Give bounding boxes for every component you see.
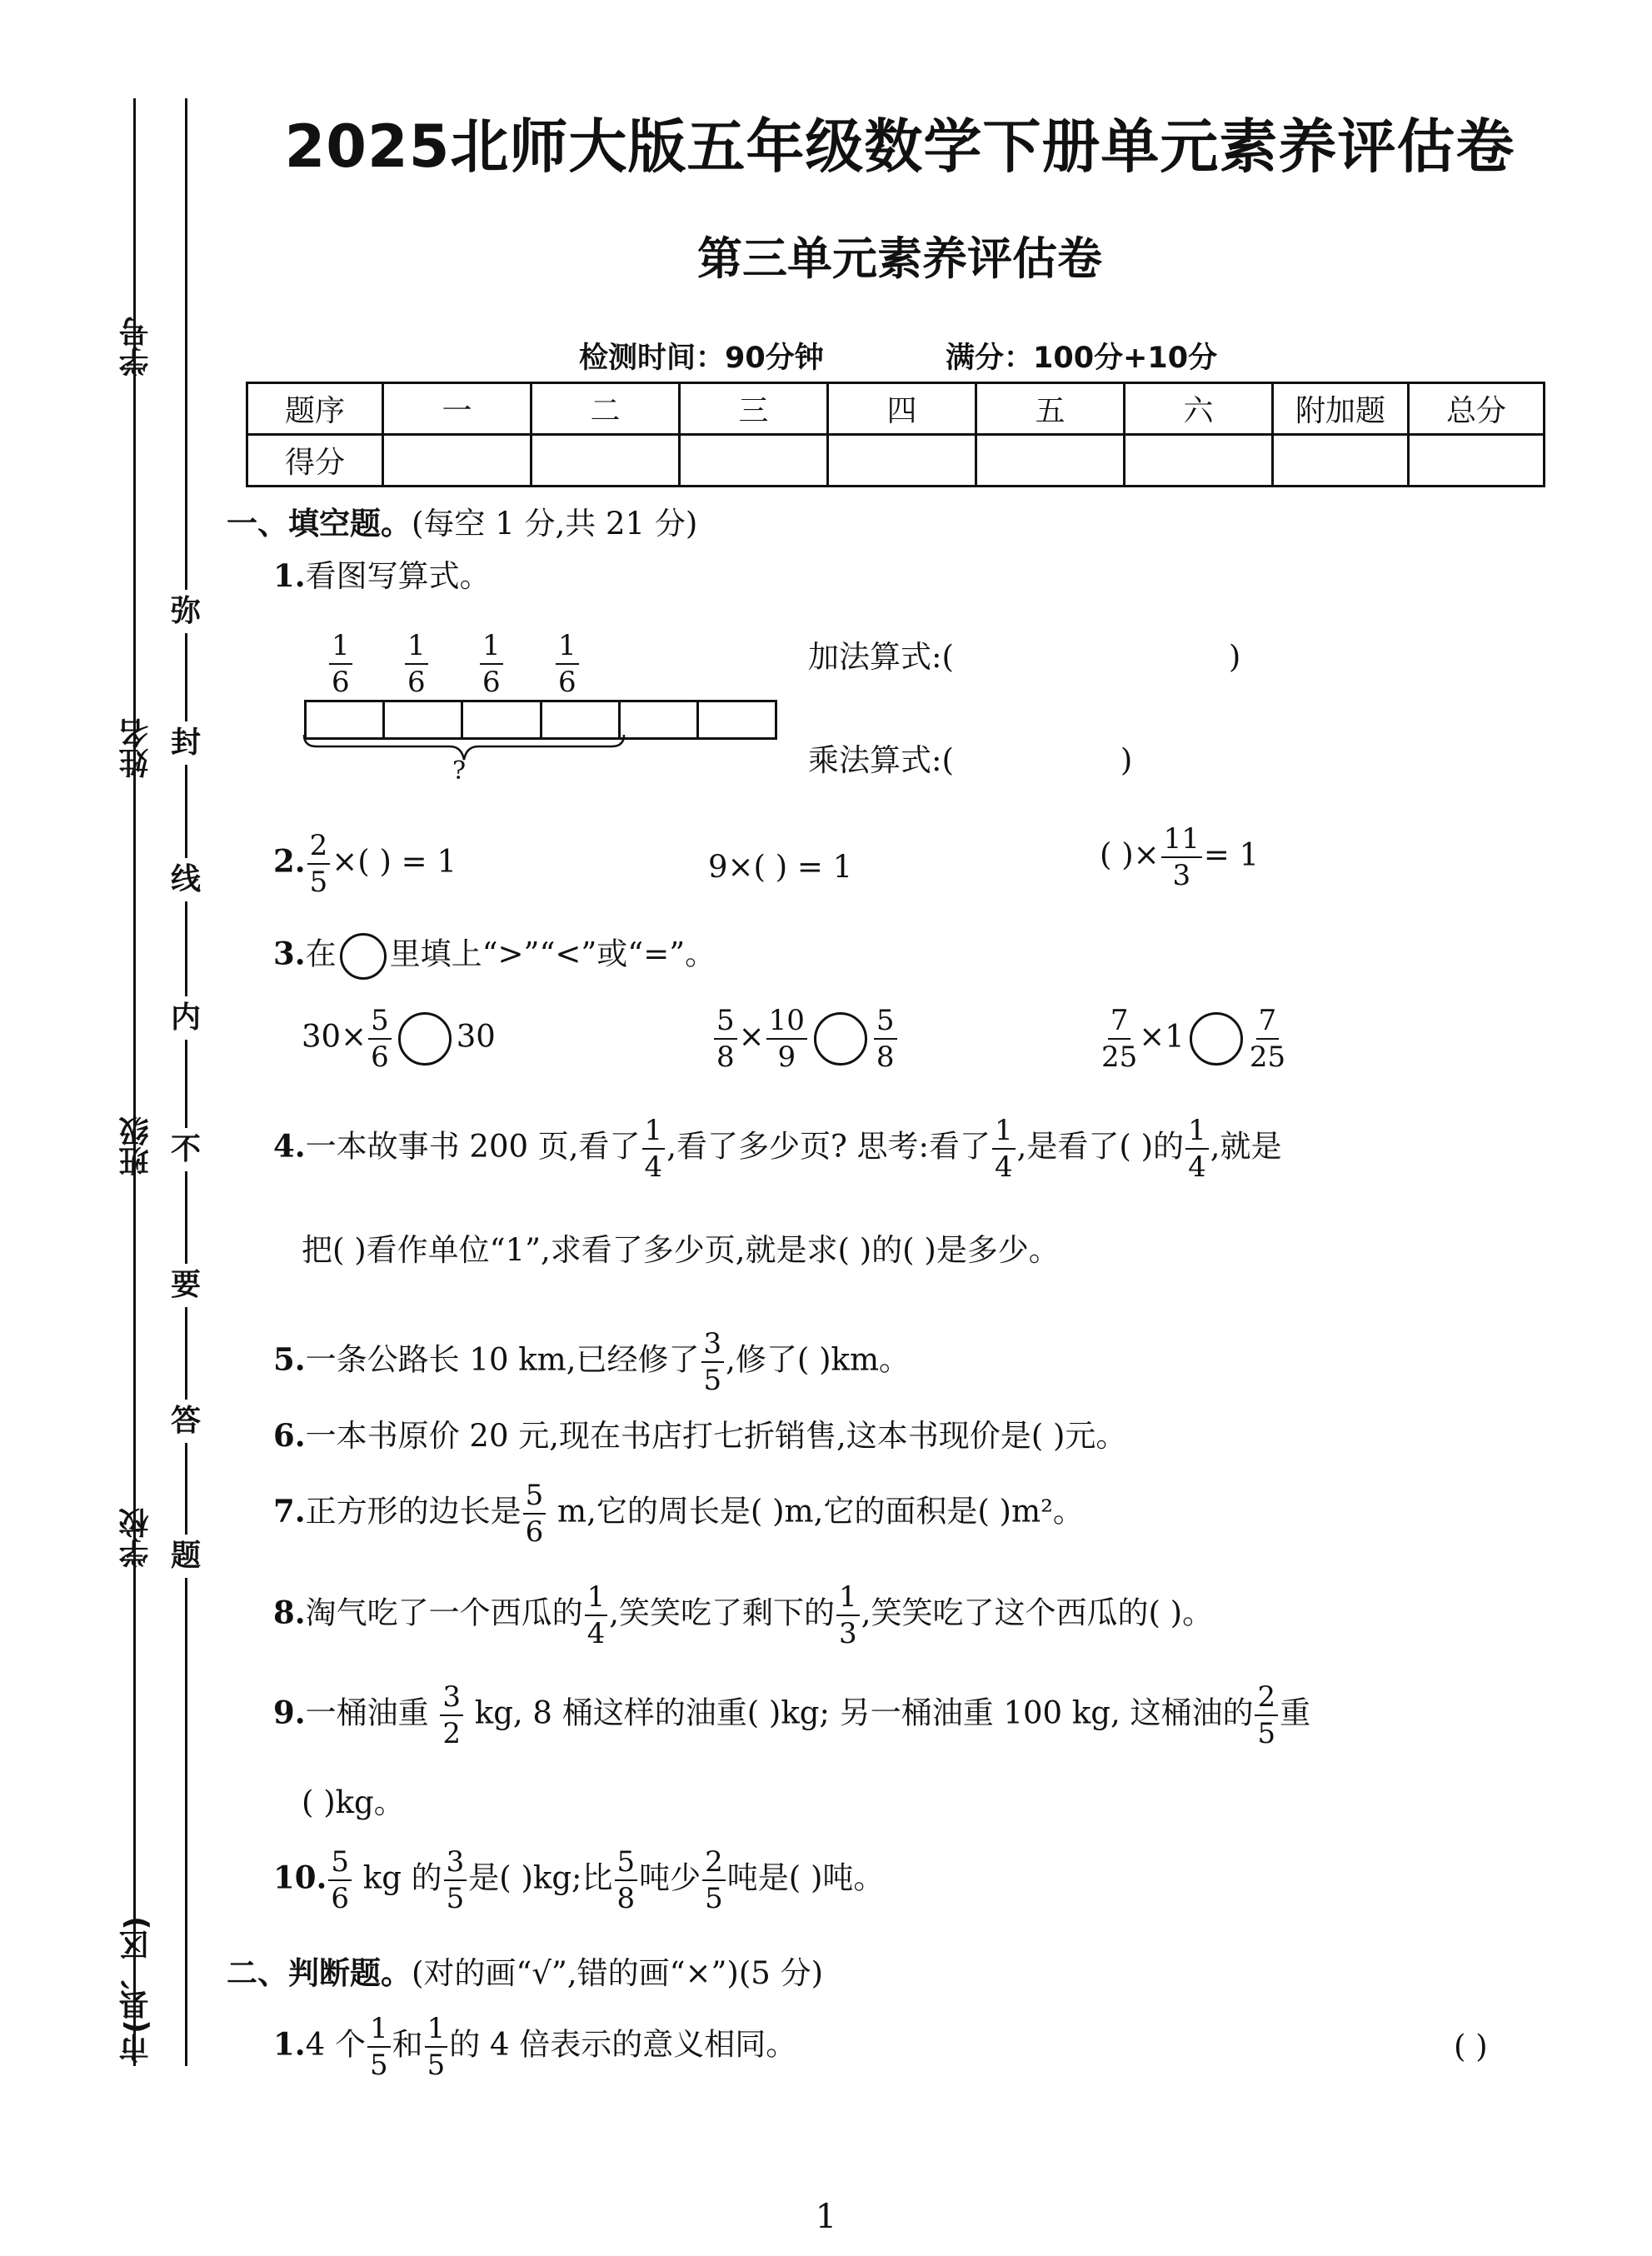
table-header-cell: 四 (828, 383, 976, 435)
question-5: 5.一条公路长 10 km,已经修了 $\frac{3}{5}$ ,修了( )km。 (273, 1327, 911, 1397)
field-city: 市(县、区) (119, 1916, 153, 2064)
bar-segment (699, 702, 775, 737)
seal-line (185, 98, 187, 2066)
page-number: 1 (815, 2198, 837, 2236)
table-row (247, 383, 1545, 435)
question-3c: $\frac{7}{25}$ ×1 $\frac{7}{25}$ (1101, 1004, 1286, 1074)
score-cell[interactable] (1273, 435, 1409, 487)
score-cell[interactable] (1409, 435, 1545, 487)
addition-formula: 加法算式:( ) (808, 639, 1241, 675)
score-cell[interactable] (680, 435, 828, 487)
seal-char: 题 (171, 1535, 201, 1578)
section-2-heading (227, 1948, 823, 1993)
exam-time: 检测时间：90分钟 (579, 342, 824, 375)
question-4: 4.一本故事书 200 页,看了 $\frac{1}{4}$ ,看了多少页? 思考:看了 $\frac{1}{4}$ ,是看了( )的 $\frac{1}{4}$ ,就是 (273, 1114, 1282, 1184)
question-2c: ( )× $\frac{11}{3}$ = 1 (1100, 822, 1260, 892)
bar-segment (385, 702, 463, 737)
table-header-cell: 一 (383, 383, 532, 435)
page-subtitle: 第三单元素养评估卷 (697, 232, 1102, 285)
section-title: 一、填空题。 (227, 506, 412, 542)
section-note: (对的画“√”,错的画“×”)(5 分) (412, 1955, 824, 1991)
seal-char: 线 (171, 858, 201, 901)
question-7: 7.正方形的边长是 $\frac{5}{6}$ m,它的周长是( )m,它的面积是( )m²。 (273, 1479, 1084, 1549)
table-row-label: 得分 (247, 435, 383, 487)
score-cell[interactable] (828, 435, 976, 487)
question-3a: 30× $\frac{5}{6}$ 30 (302, 1004, 496, 1074)
question-1 (273, 557, 491, 594)
question-8: 8.淘气吃了一个西瓜的 $\frac{1}{4}$ ,笑笑吃了剩下的 $\frac{1}{3}$ ,笑笑吃了这个西瓜的( )。 (273, 1580, 1214, 1650)
bar-segment (463, 702, 542, 737)
question-3b: $\frac{5}{8}$ × $\frac{10}{9}$ $\frac{5}{8}$ (712, 1006, 899, 1071)
question-9-line2: ( )kg。 (302, 1784, 405, 1820)
answer-paren[interactable]: ( ) (1454, 2029, 1488, 2064)
section-1-heading (227, 498, 697, 543)
field-blank-line (133, 496, 136, 708)
addition-label: 加法算式:( (808, 639, 954, 675)
fraction-label: $\frac{1}{6}$ (327, 631, 354, 696)
circle-icon (340, 933, 387, 980)
question-9: 9.一桶油重 $\frac{3}{2}$ kg, 8 桶这样的油重( )kg; 另一桶油重 100 kg, 这桶油的 $\frac{2}{5}$ 重 (273, 1680, 1311, 1750)
seal-char: 答 (171, 1400, 201, 1443)
score-table (246, 382, 1545, 487)
table-header-cell: 六 (1125, 383, 1273, 435)
field-school: 学校 (119, 1508, 153, 1568)
seal-char: 封 (171, 721, 201, 765)
question-6: 6.一本书原价 20 元,现在书店打七折销售,这本书现价是( )元。 (273, 1417, 1127, 1454)
fraction-label: $\frac{1}{6}$ (554, 631, 581, 696)
table-header-cell: 五 (976, 383, 1125, 435)
score-cell[interactable] (976, 435, 1125, 487)
bar-segment (621, 702, 699, 737)
compare-circle[interactable] (398, 1012, 452, 1066)
question-mark-label: ? (452, 756, 467, 786)
section-note: (每空 1 分,共 21 分) (412, 506, 698, 542)
fraction-label: $\frac{1}{6}$ (478, 631, 505, 696)
table-header-cell: 附加题 (1273, 383, 1409, 435)
field-blank-line (133, 896, 136, 1108)
question-number: 1. (273, 557, 306, 594)
question-4-line2: 把( )看作单位“1”,求看了多少页,就是求( )的( )是多少。 (302, 1232, 1060, 1268)
field-student-id: 学号 (119, 317, 153, 377)
question-10: 10. $\frac{5}{6}$ kg 的 $\frac{3}{5}$ 是( )kg;比 $\frac{5}{8}$ 吨少 $\frac{2}{5}$ 吨是( )吨。 (273, 1845, 885, 1915)
compare-circle[interactable] (1190, 1012, 1243, 1066)
question-text: 看图写算式。 (305, 558, 491, 594)
section-title: 二、判断题。 (227, 1955, 412, 1991)
page-title: 2025北师大版五年级数学下册单元素养评估卷 (284, 112, 1515, 181)
field-class: 班级 (119, 1116, 153, 1176)
bar-segment (542, 702, 621, 737)
multiplication-label: 乘法算式:( (808, 742, 954, 778)
table-header-cell: 二 (532, 383, 680, 435)
fraction-label: $\frac{1}{6}$ (403, 631, 430, 696)
field-blank-line (133, 1287, 136, 1500)
full-score: 满分：100分+10分 (946, 342, 1218, 375)
seal-char: 不 (171, 1128, 201, 1171)
seal-char: 要 (171, 1264, 201, 1307)
question-s2-1: 1.4 个 $\frac{1}{5}$ 和 $\frac{1}{5}$ 的 4 倍表示的意义相同。 (273, 2012, 797, 2082)
question-2b: 9×( ) = 1 (708, 849, 853, 885)
seal-char: 内 (171, 996, 201, 1040)
table-row (247, 435, 1545, 487)
seal-char: 弥 (171, 590, 201, 633)
score-cell[interactable] (532, 435, 680, 487)
table-header-cell: 三 (680, 383, 828, 435)
score-cell[interactable] (383, 435, 532, 487)
table-header-cell: 总分 (1409, 383, 1545, 435)
compare-circle[interactable] (814, 1012, 867, 1066)
field-name: 姓名 (119, 718, 153, 778)
question-2a: 2. $\frac{2}{5}$ ×( ) = 1 (273, 829, 457, 899)
multiplication-formula: 乘法算式:( ) (808, 742, 1133, 778)
bar-segment (307, 702, 385, 737)
question-3: 3.在 里填上“>”“<”或“=”。 (273, 933, 716, 980)
score-cell[interactable] (1125, 435, 1273, 487)
field-blank-line (133, 98, 136, 308)
field-blank-line (133, 1683, 136, 1906)
table-header-cell: 题序 (247, 383, 383, 435)
